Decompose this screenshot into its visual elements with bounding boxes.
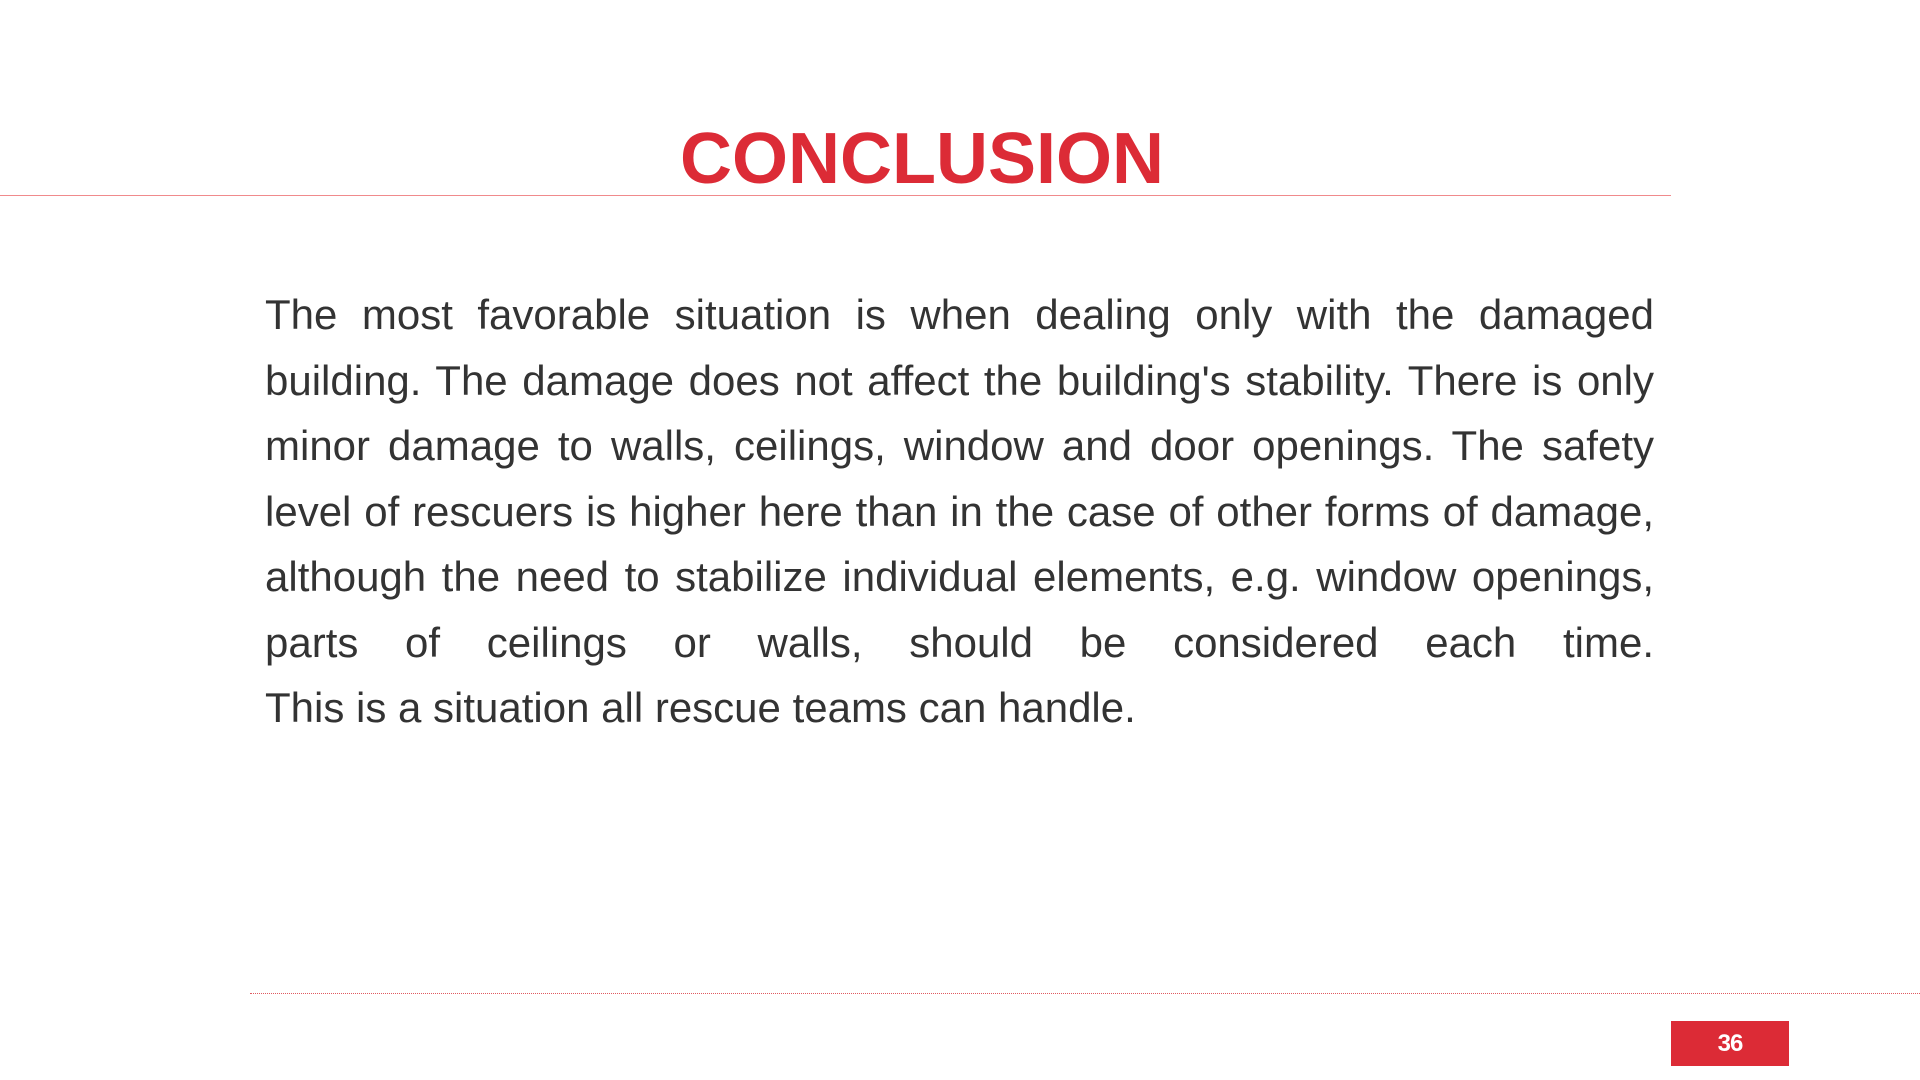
body-line: This is a situation all rescue teams can handle. [265, 684, 1136, 731]
body-line: minor damage to walls, ceilings, window and door openings. The safety [265, 422, 1654, 469]
body-line: parts of ceilings or walls, should be considered each time. [265, 618, 1654, 666]
body-line: level of rescuers is higher here than in the case of other forms of damage, [265, 487, 1654, 535]
footer-divider [250, 993, 1920, 994]
body-line: although the need to stabilize individual elements, e.g. window openings, [265, 553, 1654, 600]
slide-body-text [265, 282, 1654, 741]
body-line: The most favorable situation is when dealing only with the damaged [265, 291, 1654, 338]
body-line: building. The damage does not affect the building's stability. There is only [265, 356, 1654, 404]
page-number-badge: 36 [1671, 1021, 1789, 1066]
title-divider [0, 195, 1671, 196]
slide-title: CONCLUSION [680, 119, 1164, 199]
